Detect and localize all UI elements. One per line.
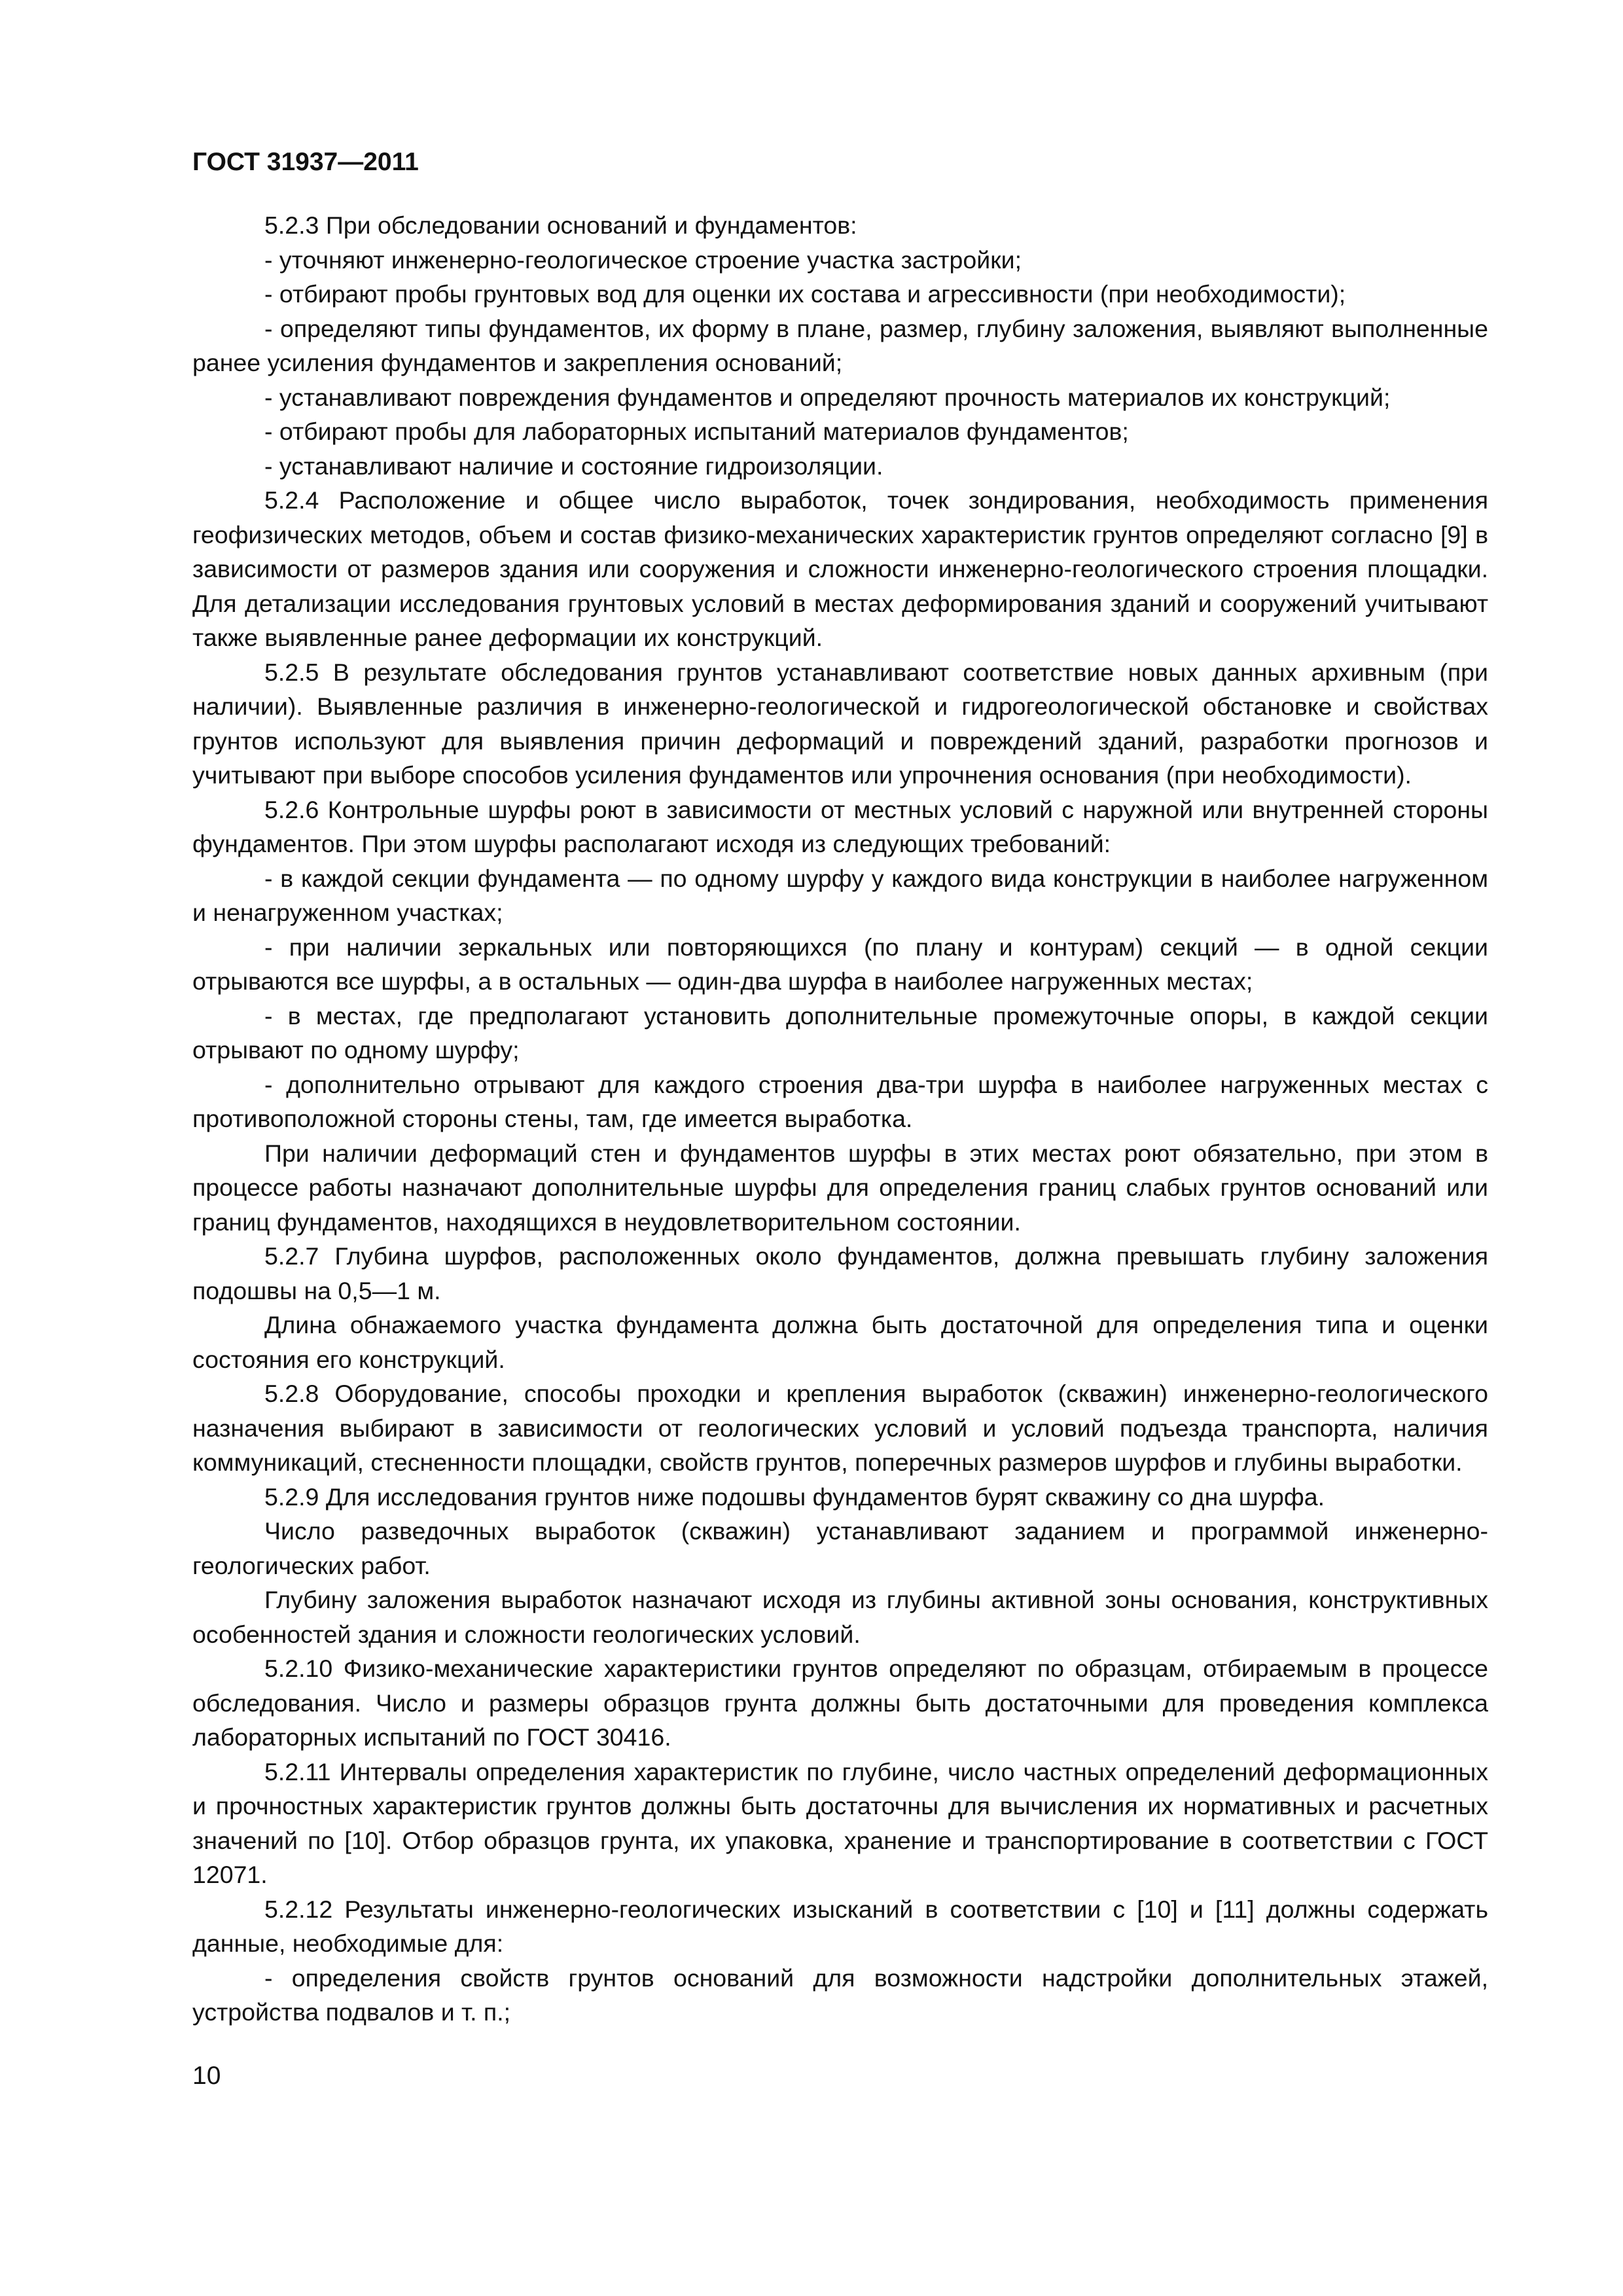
paragraph: - при наличии зеркальных или повторяющихся (по плану и контурам) секций — в одной секции отрываются все шурфы, а в остальных — один-два шурфа в наиболее нагруженных местах;	[192, 933, 1488, 995]
paragraph: - определения свойств грунтов оснований для возможности надстройки дополнительных этажей, устройства подвалов и т. п.;	[192, 1964, 1488, 2026]
paragraph: 5.2.11 Интервалы определения характеристик по глубине, число частных определений деформационных и прочностных характеристик грунтов должны быть достаточны для вычисления их нормативных и расчетных значений по [10]. Отбор образцов грунта, их упаковка, хранение и транспортирование в соответствии с ГОСТ 12071.	[192, 1757, 1488, 1888]
paragraph: 5.2.8 Оборудование, способы проходки и крепления выработок (скважин) инженерно-геологического назначения выбирают в зависимости от геологических условий и условий подъезда транспорта, наличия коммуникаций, стесненности площадки, свойств грунтов, поперечных размеров шурфов и глубины выработки.	[192, 1380, 1488, 1476]
paragraph: 5.2.7 Глубина шурфов, расположенных около фундаментов, должна превышать глубину заложения подошвы на 0,5—1 м.	[192, 1242, 1488, 1304]
paragraph: Число разведочных выработок (скважин) устанавливают заданием и программой инженерно-геологических работ.	[192, 1517, 1488, 1579]
paragraph: - отбирают пробы грунтовых вод для оценки их состава и агрессивности (при необходимости);	[264, 280, 1346, 308]
document-body	[192, 208, 1488, 2030]
paragraph: 5.2.5 В результате обследования грунтов устанавливают соответствие новых данных архивным (при наличии). Выявленные различия в инженерно-геологической и гидрогеологической обстановке и свойствах грунтов используют для выявления причин деформаций и повреждений зданий, разработки прогнозов и учитывают при выборе способов усиления фундаментов или упрочнения основания (при необходимости).	[192, 658, 1488, 789]
paragraph: - дополнительно отрывают для каждого строения два-три шурфа в наиболее нагруженных местах с противоположной стороны стены, там, где имеется выработка.	[192, 1070, 1488, 1132]
page-number: 10	[192, 2062, 221, 2090]
document-header: ГОСТ 31937—2011	[192, 148, 419, 176]
paragraph: 5.2.10 Физико-механические характеристики грунтов определяют по образцам, отбираемым в процессе обследования. Число и размеры образцов грунта должны быть достаточными для проведения комплекса лабораторных испытаний по ГОСТ 30416.	[192, 1655, 1488, 1751]
paragraph: 5.2.4 Расположение и общее число выработок, точек зондирования, необходимость применения геофизических методов, объем и состав физико-механических характеристик грунтов определяют согласно [9] в зависимости от размеров здания или сооружения и сложности инженерно-геологического строения площадки. Для детализации исследования грунтовых условий в местах деформирования зданий и сооружений учитывают также выявленные ранее деформации их конструкций.	[192, 486, 1488, 651]
paragraph: Глубину заложения выработок назначают исходя из глубины активной зоны основания, конструктивных особенностей здания и сложности геологических условий.	[192, 1586, 1488, 1648]
paragraph: - отбирают пробы для лабораторных испытаний материалов фундаментов;	[264, 418, 1129, 445]
paragraph: - в каждой секции фундамента — по одному шурфу у каждого вида конструкции в наиболее нагруженном и ненагруженном участках;	[192, 864, 1488, 926]
paragraph: 5.2.12 Результаты инженерно-геологических изысканий в соответствии с [10] и [11] должны содержать данные, необходимые для:	[192, 1895, 1488, 1957]
paragraph: - устанавливают повреждения фундаментов и определяют прочность материалов их конструкций;	[264, 383, 1391, 411]
paragraph: При наличии деформаций стен и фундаментов шурфы в этих местах роют обязательно, при этом в процессе работы назначают дополнительные шурфы для определения границ слабых грунтов оснований или границ фундаментов, находящихся в неудовлетворительном состоянии.	[192, 1139, 1488, 1236]
paragraph: - определяют типы фундаментов, их форму в плане, размер, глубину заложения, выявляют выполненные ранее усиления фундаментов и закрепления оснований;	[192, 314, 1488, 376]
paragraph: - устанавливают наличие и состояние гидроизоляции.	[264, 452, 883, 480]
paragraph: - в местах, где предполагают установить дополнительные промежуточные опоры, в каждой секции отрывают по одному шурфу;	[192, 1001, 1488, 1064]
paragraph: - уточняют инженерно-геологическое строение участка застройки;	[264, 245, 1022, 274]
paragraph: Длина обнажаемого участка фундамента должна быть достаточной для определения типа и оценки состояния его конструкций.	[192, 1311, 1488, 1373]
paragraph: 5.2.9 Для исследования грунтов ниже подошвы фундаментов бурят скважину со дна шурфа.	[264, 1482, 1325, 1511]
paragraph: 5.2.6 Контрольные шурфы роют в зависимости от местных условий с наружной или внутренней стороны фундаментов. При этом шурфы располагают исходя из следующих требований:	[192, 795, 1488, 857]
paragraph: 5.2.3 При обследовании оснований и фундаментов:	[264, 211, 857, 239]
